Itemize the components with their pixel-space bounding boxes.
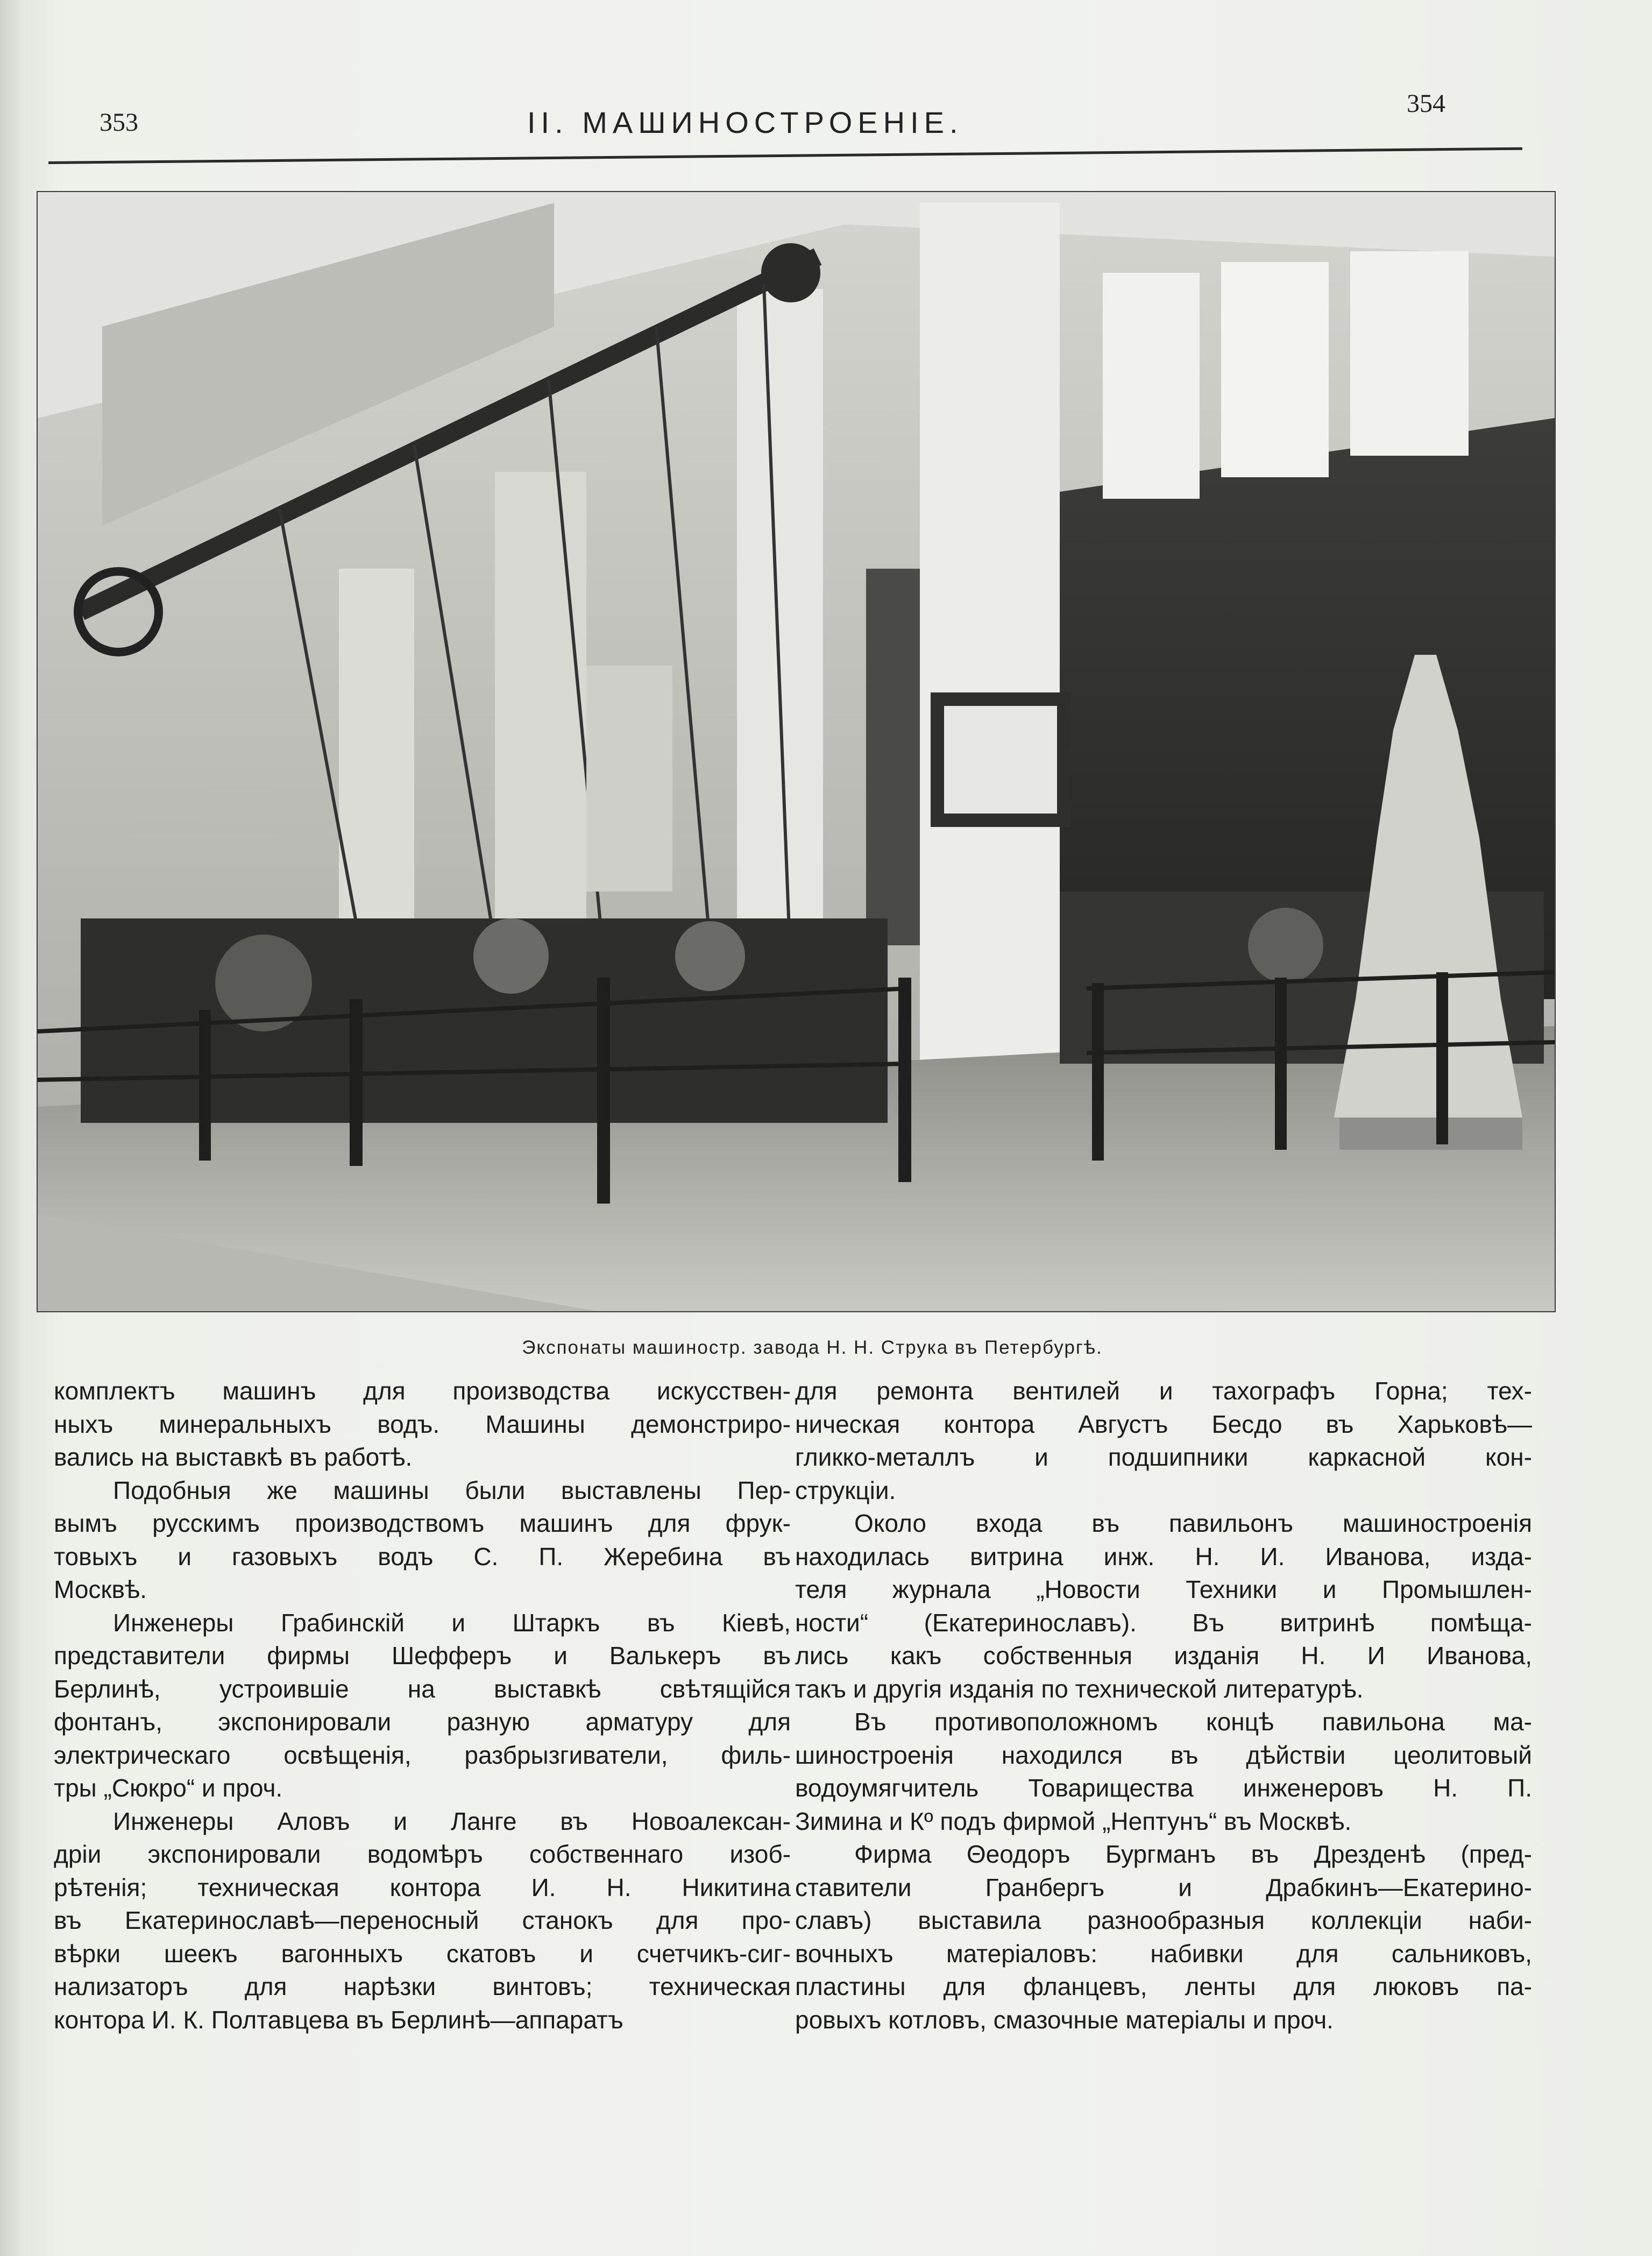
text-line: пластины для фланцевъ, ленты для люковъ па- (795, 1972, 1532, 2000)
paragraph (54, 1474, 791, 1607)
paragraph (54, 1805, 791, 2037)
paragraph (54, 1607, 791, 1805)
text-line: водоумягчитель Товарищества инженеровъ Н. П. (795, 1774, 1532, 1802)
text-line: дріи экспонировали водомѣръ собственнаго изоб- (54, 1840, 791, 1868)
page-number-left: 353 (100, 108, 138, 137)
page-number-right: 354 (1407, 89, 1445, 118)
text-line: ставители Гранбергъ и Драбкинъ—Екатерино- (795, 1873, 1532, 1901)
text-line: товыхъ и газовыхъ водъ С. П. Жеребина въ (54, 1542, 791, 1571)
header-rule (48, 147, 1522, 164)
photo-illustration (38, 192, 1555, 1311)
text-line: контора И. К. Полтавцева въ Берлинѣ—аппаратъ (54, 2005, 623, 2034)
text-line: ническая контора Августъ Бесдо въ Харьковѣ— (795, 1410, 1532, 1438)
text-line: въ Екатеринославѣ—переносный станокъ для про- (54, 1906, 791, 1934)
text-line: Около входа въ павильонъ машиностроенія (854, 1509, 1532, 1537)
text-line: вымъ русскимъ производствомъ машинъ для фрук- (54, 1509, 791, 1537)
exhibition-photo (37, 191, 1556, 1312)
text-line: Зимина и Кº подъ фирмой „Нептунъ“ въ Москвѣ. (795, 1807, 1352, 1835)
text-line: для ремонта вентилей и тахографъ Горна; тех- (795, 1377, 1532, 1405)
text-line: комплектъ машинъ для производства искусствен- (54, 1377, 791, 1405)
text-line: шиностроенія находился въ дѣйствіи цеолитовый (795, 1741, 1532, 1769)
text-line: вочныхъ матеріаловъ: набивки для сальниковъ, (795, 1939, 1532, 1968)
text-line: тры „Сюкро“ и проч. (54, 1774, 283, 1802)
text-column-left (54, 1375, 791, 2036)
paragraph (795, 1507, 1532, 1706)
paragraph (54, 1375, 791, 1474)
text-line: Москвѣ. (54, 1575, 147, 1603)
running-title: II. МАШИНОСТРОЕНІЕ. (527, 105, 963, 139)
text-line: Подобныя же машины были выставлены Пер- (113, 1476, 791, 1504)
text-line: струкціи. (795, 1476, 896, 1504)
text-line: нализаторъ для нарѣзки винтовъ; техническая (54, 1972, 791, 2000)
text-line: теля журнала „Новости Техники и Промышлен- (795, 1575, 1532, 1603)
text-line: рѣтенія; техническая контора И. Н. Никитина (54, 1873, 791, 1901)
text-line: Инженеры Аловъ и Ланге въ Новоалексан- (113, 1807, 791, 1835)
paragraph (795, 1375, 1532, 1507)
text-line: вѣрки шеекъ вагонныхъ скатовъ и счетчикъ-сиг- (54, 1939, 791, 1968)
text-line: ности“ (Екатеринославъ). Въ витринѣ помѣща- (795, 1608, 1532, 1637)
paragraph (795, 1706, 1532, 1838)
text-line: ровыхъ котловъ, смазочные матеріалы и проч. (795, 2005, 1334, 2034)
text-column-right (795, 1375, 1532, 2036)
figure-caption: Экспонаты машиностр. завода Н. Н. Струка въ Петербургѣ. (522, 1337, 1103, 1358)
paragraph (795, 1838, 1532, 2036)
text-line: фонтанъ, экспонировали разную арматуру для (54, 1708, 791, 1736)
text-line: Инженеры Грабинскій и Штаркъ въ Кіевѣ, (113, 1608, 791, 1637)
text-line: такъ и другія изданія по технической литературѣ. (795, 1674, 1364, 1703)
text-line: лись какъ собственныя изданія Н. И Иванова, (795, 1642, 1532, 1670)
text-line: Берлинѣ, устроившіе на выставкѣ свѣтящійся (54, 1674, 791, 1703)
text-line: Въ противоположномъ концѣ павильона ма- (854, 1708, 1532, 1736)
text-line: представители фирмы Шефферъ и Валькеръ въ (54, 1642, 791, 1670)
text-line: вались на выставкѣ въ работѣ. (54, 1443, 413, 1471)
text-line: ныхъ минеральныхъ водъ. Машины демонстриро- (54, 1410, 791, 1438)
text-line: Фирма Θеодоръ Бургманъ въ Дрезденѣ (пред- (854, 1840, 1532, 1868)
text-line: находилась витрина инж. Н. И. Иванова, изда- (795, 1542, 1532, 1571)
text-line: электрическаго освѣщенія, разбрызгиватели, филь- (54, 1741, 791, 1769)
text-line: славъ) выставила разнообразныя коллекціи наби- (795, 1906, 1532, 1934)
text-line: гликко-металлъ и подшипники каркасной кон- (795, 1443, 1532, 1471)
